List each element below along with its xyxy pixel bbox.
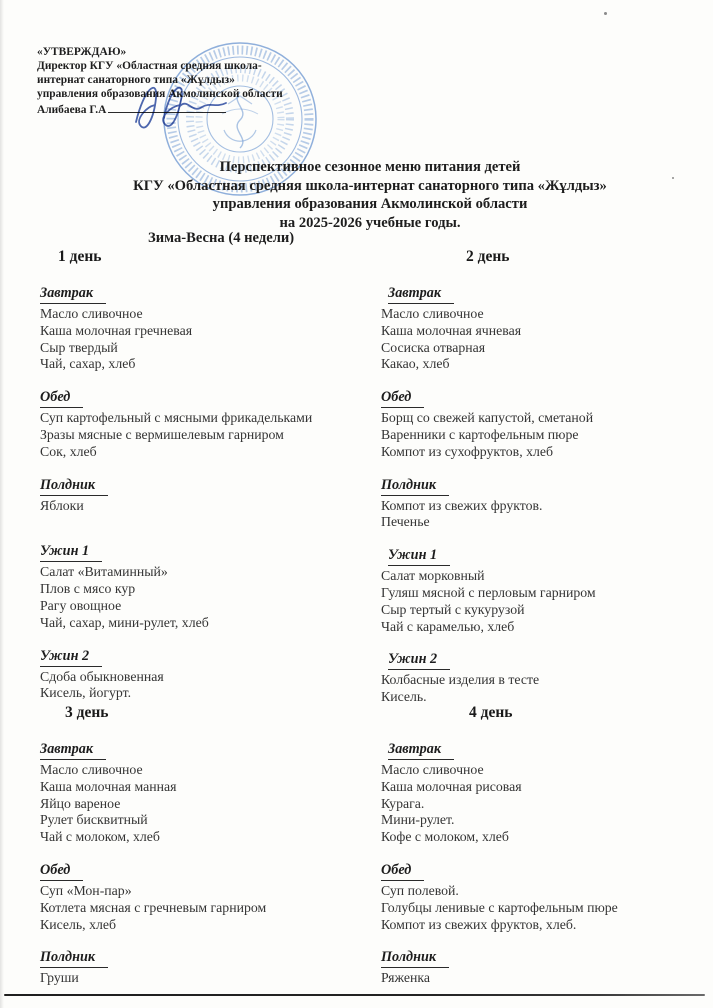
menu-item: Компот из свежих фруктов. <box>381 497 543 513</box>
menu-item: Рагу овощное <box>40 597 122 613</box>
title-line: КГУ «Областная средняя школа-интернат санаторного типа «Жұлдыз» <box>133 177 607 194</box>
meal-heading: Обед <box>40 862 83 881</box>
menu-item: Мини-рулет. <box>381 812 455 828</box>
meal-section <box>40 948 380 987</box>
menu-item: Груши <box>40 970 79 986</box>
menu-item: Салат морковный <box>381 568 485 584</box>
menu-item: Сок, хлеб <box>40 443 97 459</box>
meal-heading: Обед <box>381 862 424 881</box>
menu-item: Кисель, хлеб <box>40 916 117 932</box>
approval-line: Директор КГУ «Областная средняя школа- <box>37 60 262 72</box>
meal-heading: Ужин 1 <box>40 543 102 562</box>
menu-item: Курага. <box>381 795 425 811</box>
menu-item: Масло сливочное <box>40 762 143 777</box>
menu-item: Кофе с молоком, хлеб <box>381 829 509 845</box>
approval-line: «УТВЕРЖДАЮ» <box>37 46 127 58</box>
meal-section <box>40 476 380 515</box>
menu-item: Чай, сахар, хлеб <box>40 356 136 372</box>
menu-item: Кисель. <box>381 689 427 705</box>
meal-heading: Полдник <box>381 477 449 496</box>
day-label: 1 день <box>58 248 102 265</box>
menu-item: Голубцы ленивые с картофельным пюре <box>381 899 618 915</box>
menu-item: Каша молочная рисовая <box>381 778 522 794</box>
scan-speck <box>604 12 607 15</box>
menu-item: Котлета мясная с гречневым гарниром <box>40 899 267 915</box>
menu-item: Чай, сахар, мини-рулет, хлеб <box>40 614 209 630</box>
signatory-name: Алибаева Г.А <box>37 104 107 116</box>
menu-item: Печенье <box>381 514 430 530</box>
meal-section <box>381 740 707 846</box>
meal-heading: Ужин 1 <box>388 547 450 566</box>
meal-heading: Завтрак <box>40 285 106 304</box>
menu-item: Каша молочная гречневая <box>40 322 193 338</box>
title-line: на 2025-2026 учебные годы. <box>279 214 461 231</box>
meal-heading: Ужин 2 <box>388 651 450 670</box>
meal-heading: Завтрак <box>388 741 454 760</box>
menu-item: Плов с мясо кур <box>40 581 136 597</box>
meal-heading: Полдник <box>40 949 108 968</box>
menu-item: Рулет бисквитный <box>40 812 148 828</box>
meal-section <box>40 740 380 846</box>
title-line: управления образования Акмолинской области <box>212 196 528 212</box>
meal-section <box>40 861 380 933</box>
menu-item: Сыр твердый <box>40 339 118 355</box>
approval-line: интернат санаторного типа «Жұлдыз» <box>37 74 235 86</box>
day-cell <box>40 248 380 717</box>
day-label: 2 день <box>466 248 510 265</box>
menu-item: Сыр тертый с кукурузой <box>381 601 525 617</box>
menu-item: Салат «Витаминный» <box>40 564 168 580</box>
menu-item: Сдоба обыкновенная <box>40 668 164 684</box>
menu-item: Борщ со свежей капустой, сметаной <box>381 410 594 426</box>
meal-heading: Полдник <box>40 477 108 496</box>
day-cell <box>40 704 380 1002</box>
meal-section <box>40 647 380 703</box>
meal-section <box>381 284 707 373</box>
menu-item: Масло сливочное <box>40 306 143 321</box>
menu-item: Каша молочная ячневая <box>381 322 522 338</box>
menu-item: Чай с карамелью, хлеб <box>381 618 515 634</box>
meal-heading: Ужин 2 <box>40 648 102 667</box>
day-label: 3 день <box>65 704 109 721</box>
menu-item: Компот из сухофруктов, хлеб <box>381 443 554 459</box>
meal-section <box>381 388 707 460</box>
meal-heading: Завтрак <box>388 285 454 304</box>
meal-section <box>40 388 380 460</box>
menu-item: Какао, хлеб <box>381 356 450 372</box>
menu-title <box>30 158 710 232</box>
menu-item: Сосиска отварная <box>381 339 486 355</box>
menu-item: Суп «Мон-пар» <box>40 882 132 898</box>
meal-heading: Полдник <box>381 949 449 968</box>
meal-heading: Обед <box>40 389 83 408</box>
meal-heading: Обед <box>381 389 424 408</box>
menu-item: Варенники с картофельным пюре <box>381 426 579 442</box>
title-line: Перспективное сезонное меню питания детей <box>219 159 521 175</box>
menu-item: Суп полевой. <box>381 882 459 898</box>
meal-section <box>381 861 707 933</box>
scan-edge-shadow <box>0 0 4 1008</box>
menu-item: Яблоки <box>40 497 84 513</box>
signature-icon <box>128 76 238 138</box>
meal-section <box>381 546 707 635</box>
menu-item: Каша молочная манная <box>40 778 177 794</box>
day-label: 4 день <box>469 704 513 721</box>
menu-item: Масло сливочное <box>381 306 484 321</box>
menu-item: Ряженка <box>381 970 430 986</box>
menu-item: Масло сливочное <box>381 762 484 777</box>
meal-section <box>381 476 707 532</box>
approval-line: управления образования Акмолинской области <box>37 88 283 100</box>
season-label: Зима-Весна (4 недели) <box>148 230 295 246</box>
meal-section <box>40 542 380 631</box>
day-cell <box>381 248 707 721</box>
day-cell <box>381 704 707 1002</box>
meal-heading: Завтрак <box>40 741 106 760</box>
menu-item: Компот из свежих фруктов, хлеб. <box>381 916 577 932</box>
menu-item: Колбасные изделия в тесте <box>381 672 540 688</box>
menu-item: Гуляш мясной с перловым гарниром <box>381 584 596 600</box>
meal-section <box>381 948 707 987</box>
menu-item: Яйцо вареное <box>40 795 121 811</box>
menu-item: Чай с молоком, хлеб <box>40 829 160 845</box>
menu-item: Кисель, йогурт. <box>40 685 132 701</box>
menu-item: Зразы мясные с вермишелевым гарниром <box>40 426 284 442</box>
menu-item: Суп картофельный с мясными фрикадельками <box>40 410 313 426</box>
meal-section <box>381 650 707 706</box>
scan-bottom-edge <box>4 994 705 996</box>
meal-section <box>40 284 380 373</box>
